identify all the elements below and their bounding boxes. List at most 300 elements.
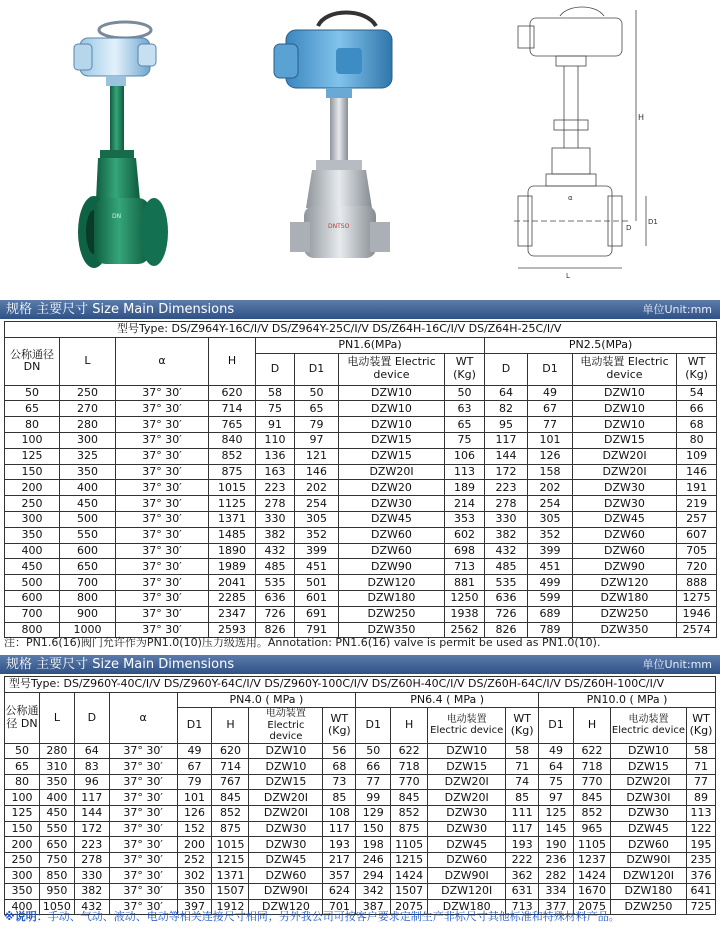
table-cell: 650 [60,559,116,575]
header-alpha: α [109,692,177,743]
table-cell: 352 [528,527,573,543]
table-cell: DZW30 [339,496,445,512]
table-cell: 100 [5,790,40,806]
table-cell: DZW30 [428,821,506,837]
table-cell: 282 [539,868,574,884]
table-cell: 400 [39,790,74,806]
table-cell: 302 [177,868,212,884]
section2-note [4,908,620,924]
table-cell: DZW10 [573,417,677,433]
table-cell: DZW20I [339,464,445,480]
section1-table [4,321,717,638]
table-cell: 353 [445,511,485,527]
table-cell: 79 [295,417,339,433]
table-cell: 37° 30′ [109,743,177,759]
section2-type-label: 型号Type: DS/Z960Y-40C/I/V DS/Z960Y-64C/I/V DS/Z960Y-100C/I/V DS/Z60H-40C/I/V DS/Z60H-64C/I/V DS/Z60H-100C/I/V [5,677,716,693]
table-cell: 202 [295,480,339,496]
table-cell: 350 [5,884,40,900]
table-cell: 875 [212,821,249,837]
table-cell: 200 [5,837,40,853]
table-cell: 111 [506,806,539,822]
header-wt: WT (Kg) [445,353,485,385]
table-cell: 2562 [445,622,485,638]
table-cell: 126 [528,448,573,464]
table-cell: DZW20 [339,480,445,496]
table-cell: 200 [5,480,60,496]
table-cell: 852 [574,806,611,822]
header-h: H [391,708,428,744]
table-cell: 1237 [574,852,611,868]
table-cell: 770 [391,774,428,790]
table-cell: 278 [485,496,528,512]
header-alpha: α [116,337,209,385]
table-cell: 235 [686,852,715,868]
table-cell: 37° 30′ [116,401,209,417]
table-cell: DZW180 [610,884,686,900]
table-cell: 362 [506,868,539,884]
table-cell: 352 [295,527,339,543]
table-cell: 50 [295,385,339,401]
table-cell: 535 [256,575,295,591]
table-cell: 278 [256,496,295,512]
table-cell: 718 [574,759,611,775]
table-cell: DZW10 [573,385,677,401]
table-cell: 350 [5,527,60,543]
table-cell: 89 [686,790,715,806]
table-cell: 189 [445,480,485,496]
table-cell: 1215 [391,852,428,868]
table-row [5,432,717,448]
table-cell: 1371 [209,511,256,527]
table-cell: 399 [295,543,339,559]
table-cell: 2593 [209,622,256,638]
table-cell: 599 [528,590,573,606]
table-cell: 400 [5,899,40,915]
table-cell: 172 [74,821,109,837]
table-cell: 73 [323,774,356,790]
table-row [5,606,717,622]
table-cell: 300 [5,868,40,884]
table-cell: 500 [60,511,116,527]
table-cell: 64 [74,743,109,759]
table-cell: 450 [5,559,60,575]
table-cell: 1015 [212,837,249,853]
table-cell: DZW90 [339,559,445,575]
table-cell: DZW45 [573,511,677,527]
table-row [5,543,717,559]
table-cell: 37° 30′ [109,899,177,915]
table-cell: 172 [485,464,528,480]
table-cell: 54 [677,385,717,401]
table-cell: 1250 [445,590,485,606]
table-cell: 56 [323,743,356,759]
table-cell: 121 [295,448,339,464]
table-cell: 146 [677,464,717,480]
header-pn40: PN4.0 ( MPa ) [177,692,356,708]
table-cell: 342 [356,884,391,900]
table-cell: 765 [209,417,256,433]
table-cell: 222 [506,852,539,868]
table-cell: DZW30 [573,480,677,496]
drawing-label-d: D [626,224,632,232]
table-cell: 101 [528,432,573,448]
table-cell: DZW60 [428,852,506,868]
table-cell: DZW90 [573,559,677,575]
table-cell: 77 [686,774,715,790]
table-cell: 85 [506,790,539,806]
table-cell: 636 [256,590,295,606]
table-cell: 74 [506,774,539,790]
table-cell: 2041 [209,575,256,591]
table-cell: 280 [39,743,74,759]
table-cell: 91 [256,417,295,433]
table-cell: DZW60 [249,868,323,884]
table-cell: 2347 [209,606,256,622]
table-cell: 37° 30′ [116,480,209,496]
table-cell: 550 [60,527,116,543]
svg-text:DN: DN [112,213,122,220]
table-cell: 1507 [391,884,428,900]
header-d: D [256,353,295,385]
table-cell: DZW10 [249,759,323,775]
table-cell: 350 [60,464,116,480]
table-cell: 79 [177,774,212,790]
table-cell: 432 [485,543,528,559]
table-cell: 624 [323,884,356,900]
table-cell: 144 [485,448,528,464]
header-dn: 公称通径 DN [5,337,60,385]
table-cell: 68 [323,759,356,775]
table-cell: 37° 30′ [109,852,177,868]
section1-banner [0,300,720,319]
table-cell: 37° 30′ [116,385,209,401]
table-cell: 888 [677,575,717,591]
table-cell: DZW15 [339,432,445,448]
table-cell: 117 [506,821,539,837]
table-cell: DZW30 [428,806,506,822]
table-cell: DZW120 [339,575,445,591]
table-cell: DZW120I [428,884,506,900]
table-cell: 82 [485,401,528,417]
table-cell: 67 [177,759,212,775]
table-cell: DZW180 [573,590,677,606]
table-cell: 826 [256,622,295,638]
table-cell: 219 [677,496,717,512]
header-wt: WT (Kg) [677,353,717,385]
table-cell: 965 [574,821,611,837]
table-row [5,385,717,401]
table-cell: 852 [391,806,428,822]
green-electric-gate-valve [70,0,190,290]
table-cell: DZW120I [610,868,686,884]
table-cell: 150 [5,821,40,837]
table-cell: DZW10 [339,385,445,401]
table-cell: 845 [391,790,428,806]
header-d1: D1 [177,708,212,744]
table-cell: DZW120 [249,899,323,915]
table-cell: 125 [539,806,574,822]
table-cell: 80 [5,774,40,790]
table-cell: 37° 30′ [109,806,177,822]
table-cell: 450 [60,496,116,512]
table-cell: 37° 30′ [116,464,209,480]
table-cell: DZW10 [339,401,445,417]
table-cell: 713 [506,899,539,915]
table-cell: 71 [506,759,539,775]
table-cell: 37° 30′ [116,575,209,591]
table-cell: 63 [445,401,485,417]
table-cell: 631 [506,884,539,900]
table-cell: 600 [60,543,116,559]
table-cell: 602 [445,527,485,543]
table-cell: 254 [528,496,573,512]
table-cell: 1275 [677,590,717,606]
table-cell: DZW15 [573,432,677,448]
table-cell: 725 [686,899,715,915]
table-cell: 800 [5,622,60,638]
table-cell: DZW180 [428,899,506,915]
table-cell: 58 [686,743,715,759]
table-row [5,774,716,790]
table-row [5,401,717,417]
table-cell: 83 [74,759,109,775]
table-cell: 535 [485,575,528,591]
table-cell: DZW30 [249,821,323,837]
table-cell: DZW250 [339,606,445,622]
table-row [5,575,717,591]
table-cell: 294 [356,868,391,884]
table-cell: 58 [256,385,295,401]
header-pn25: PN2.5(MPa) [485,337,717,353]
table-cell: 1670 [574,884,611,900]
table-cell: 278 [74,852,109,868]
table-cell: 500 [5,575,60,591]
table-cell: 300 [60,432,116,448]
table-row [5,511,717,527]
table-cell: 1371 [212,868,249,884]
table-cell: 198 [356,837,391,853]
table-cell: 620 [212,743,249,759]
table-cell: 37° 30′ [116,559,209,575]
table-cell: 1015 [209,480,256,496]
table-cell: 193 [506,837,539,853]
section1-title: 规格 主要尺寸 Size Main Dimensions [6,302,235,317]
table-cell: 223 [485,480,528,496]
header-d1: D1 [528,353,573,385]
table-cell: 145 [539,821,574,837]
section1-annotation: 注：PN1.6(16)阀门允许作为PN1.0(10)压力级选用。Annotation: PN1.6(16) valve is permit be used as PN1.0(10). [4,636,601,649]
table-cell: 950 [39,884,74,900]
header-d: D [485,353,528,385]
blue-electric-gate-valve [266,0,416,290]
table-cell: DZW60 [339,543,445,559]
table-cell: 900 [60,606,116,622]
table-row [5,496,717,512]
header-h: H [574,708,611,744]
table-cell: DZW15 [428,759,506,775]
table-cell: 64 [539,759,574,775]
table-row [5,559,717,575]
table-cell: 66 [356,759,391,775]
table-cell: 1125 [209,496,256,512]
table-row [5,590,717,606]
table-cell: 252 [177,852,212,868]
table-cell: 334 [539,884,574,900]
table-cell: 250 [5,852,40,868]
table-cell: 789 [528,622,573,638]
table-cell: 750 [39,852,74,868]
table-cell: 144 [74,806,109,822]
table-cell: 357 [323,868,356,884]
table-cell: DZW250 [610,899,686,915]
table-cell: 791 [295,622,339,638]
table-cell: 37° 30′ [116,511,209,527]
table-row [5,417,717,433]
header-pn100: PN10.0 ( MPa ) [539,692,716,708]
table-cell: 113 [686,806,715,822]
header-device: 电动装置 Electric device [339,353,445,385]
table-cell: 650 [39,837,74,853]
table-cell: DZW30 [610,806,686,822]
table-cell: 71 [686,759,715,775]
table-cell: 50 [445,385,485,401]
table-cell: 376 [686,868,715,884]
section2-unit: 单位Unit:mm [642,658,712,671]
table-cell: 101 [177,790,212,806]
table-cell: 451 [528,559,573,575]
table-cell: DZW15 [339,448,445,464]
table-cell: DZW45 [339,511,445,527]
table-cell: DZW60 [339,527,445,543]
table-cell: 485 [485,559,528,575]
header-l: L [60,337,116,385]
table-cell: 37° 30′ [116,448,209,464]
table-cell: DZW45 [249,852,323,868]
table-cell: 58 [506,743,539,759]
table-cell: 714 [209,401,256,417]
table-cell: DZW20I [428,774,506,790]
table-cell: 330 [485,511,528,527]
table-cell: 305 [528,511,573,527]
table-cell: 499 [528,575,573,591]
table-cell: 223 [256,480,295,496]
table-cell: 37° 30′ [109,884,177,900]
table-cell: 49 [539,743,574,759]
table-cell: 37° 30′ [116,432,209,448]
table-row [5,868,716,884]
table-cell: 109 [677,448,717,464]
table-cell: 840 [209,432,256,448]
table-row [5,821,716,837]
table-cell: 49 [528,385,573,401]
table-row [5,852,716,868]
table-cell: 397 [177,899,212,915]
table-cell: 701 [323,899,356,915]
table-cell: 214 [445,496,485,512]
table-cell: 387 [356,899,391,915]
table-cell: 37° 30′ [109,790,177,806]
table-cell: DZW120 [573,575,677,591]
table-cell: 726 [485,606,528,622]
header-wt: WT (Kg) [506,708,539,744]
table-cell: 223 [74,837,109,853]
header-device: 电动装置 Electric device [573,353,677,385]
table-cell: 700 [5,606,60,622]
drawing-label-l: L [566,272,570,280]
header-l: L [39,692,74,743]
table-cell: 37° 30′ [109,821,177,837]
table-cell: 600 [5,590,60,606]
table-cell: 698 [445,543,485,559]
table-cell: 50 [356,743,391,759]
table-cell: 622 [391,743,428,759]
table-cell: DZW90I [428,868,506,884]
table-cell: 200 [177,837,212,853]
table-cell: 85 [323,790,356,806]
table-cell: DZW20I [610,774,686,790]
table-cell: 95 [485,417,528,433]
header-d1: D1 [539,708,574,744]
table-cell: 485 [256,559,295,575]
table-cell: 2075 [574,899,611,915]
table-cell: 1424 [391,868,428,884]
product-images [0,0,720,292]
table-cell: 246 [356,852,391,868]
table-cell: 636 [485,590,528,606]
table-cell: 350 [177,884,212,900]
table-cell: 382 [485,527,528,543]
table-cell: 108 [323,806,356,822]
table-cell: 117 [74,790,109,806]
table-cell: 100 [5,432,60,448]
table-cell: 700 [60,575,116,591]
table-cell: DZW15 [249,774,323,790]
table-cell: 146 [295,464,339,480]
table-cell: 325 [60,448,116,464]
table-cell: 152 [177,821,212,837]
table-cell: 1507 [212,884,249,900]
table-row [5,480,717,496]
table-cell: 1912 [212,899,249,915]
table-cell: 150 [5,464,60,480]
table-cell: 826 [485,622,528,638]
table-cell: 1424 [574,868,611,884]
table-cell: 1105 [574,837,611,853]
table-cell: 97 [539,790,574,806]
table-row [5,806,716,822]
section2-table [4,676,716,915]
table-cell: 254 [295,496,339,512]
table-cell: 67 [528,401,573,417]
header-pn64: PN6.4 ( MPa ) [356,692,539,708]
table-cell: 250 [5,496,60,512]
table-cell: 202 [528,480,573,496]
table-cell: 122 [686,821,715,837]
table-cell: 236 [539,852,574,868]
header-h: H [212,708,249,744]
table-cell: 80 [677,432,717,448]
table-cell: 300 [5,511,60,527]
header-wt: WT (Kg) [323,708,356,744]
table-cell: 117 [485,432,528,448]
table-cell: 77 [528,417,573,433]
header-pn16: PN1.6(MPa) [256,337,485,353]
table-cell: 75 [445,432,485,448]
table-cell: 65 [5,759,40,775]
table-cell: 50 [5,743,40,759]
table-cell: 691 [295,606,339,622]
header-device: 电动装置 Electric device [428,708,506,744]
